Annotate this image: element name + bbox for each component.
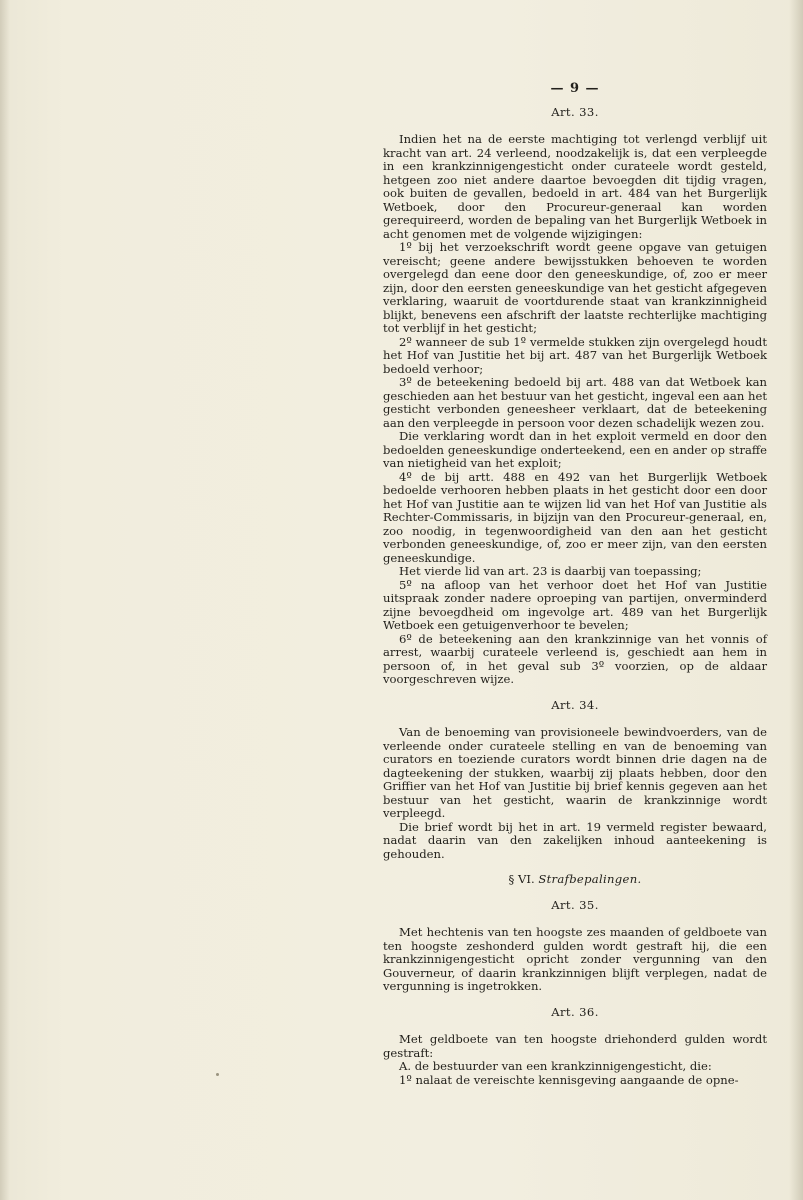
paragraph: Met geldboete van ten hoogste driehonderd gulden wordt gestraft: bbox=[383, 1032, 767, 1060]
paragraph: 6º de beteekening aan den krankzinnige van het vonnis of arrest, waarbij curateele verleend is, geschiedt aan hem in persoon of, in het geval sub 3º voorzien, op de aldaar voorgeschreven wijze. bbox=[383, 631, 767, 686]
paragraph: 4º de bij artt. 488 en 492 van het Burgerlijk Wetboek bedoelde verhooren hebben plaats in het gesticht door een door het Hof van Justitie aan te wijzen lid van het Hof van Justitie als Rechter-Commissaris, in bijzijn van den Procureur-generaal, en, zoo noodig, in tegenwoordigheid van den aan het gesticht verbonden geneeskundige, of, zoo er meer zijn, van den eersten geneeskundige. bbox=[383, 469, 767, 565]
paragraph: Die brief wordt bij het in art. 19 vermeld register bewaard, nadat daarin van den zakelijken inhoud aanteekening is gehouden. bbox=[383, 819, 767, 861]
text-column bbox=[383, 82, 767, 1087]
page-number: — 9 — bbox=[550, 81, 600, 96]
section-heading bbox=[383, 873, 767, 887]
section-title: Strafbepalingen. bbox=[538, 872, 642, 886]
paragraph: Die verklaring wordt dan in het exploit vermeld en door den bedoelden geneeskundige onderteekend, een en ander op straffe van nietigheid van het exploit; bbox=[383, 429, 767, 470]
paragraph: 1º bij het verzoekschrift wordt geene opgave van getuigen vereischt; geene andere bewijsstukken behoeven te worden overgelegd dan eene door den geneeskundige, of, zoo er meer zijn, door den eersten geneeskundige van het gesticht afgegeven verklaring, waaruit de voortdurende staat van krankzinnigheid blijkt, benevens een afschrift der laatste rechterlijke machtiging tot verblijf in het gesticht; bbox=[383, 240, 767, 335]
page-edge-shadow-right bbox=[789, 0, 803, 1200]
paragraph: A. de bestuurder van een krankzinnigengesticht, die: bbox=[399, 1059, 712, 1073]
paragraph: 2º wanneer de sub 1º vermelde stukken zijn overgelegd houdt het Hof van Justitie het bij art. 487 van het Burgerlijk Wetboek bedoeld verhoor; bbox=[383, 334, 767, 376]
paragraph: Met hechtenis van ten hoogste zes maanden of geldboete van ten hoogste zeshonderd gulden wordt gestraft hij, die een krankzinnigengesticht opricht zonder vergunning van den Gouverneur, of daarin krankzinnigen blijft verplegen, nadat de vergunning is ingetrokken. bbox=[383, 925, 767, 993]
paragraph: Van de benoeming van provisioneele bewindvoerders, van de verleende onder curateele stelling en van de benoeming van curators en toeziende curators wordt binnen drie dagen na de dagteekening der stukken, waarbij zij plaats hebben, door den Griffier van het Hof van Justitie bij brief kennis gegeven aan het bestuur van het gesticht, waarin de krankzinnige wordt verpleegd. bbox=[383, 725, 767, 820]
paragraph: 5º na afloop van het verhoor doet het Hof van Justitie uitspraak zonder nadere oproeping van partijen, onverminderd zijne bevoegdheid om ingevolge art. 489 van het Burgerlijk Wetboek een getuigenverhoor te bevelen; bbox=[383, 577, 767, 632]
article-heading: Art. 36. bbox=[551, 1004, 599, 1019]
paragraph: Het vierde lid van art. 23 is daarbij van toepassing; bbox=[399, 564, 702, 578]
section-number: § VI. bbox=[508, 872, 535, 886]
paragraph: 1º nalaat de vereischte kennisgeving aangaande de opne- bbox=[399, 1072, 739, 1087]
paper-speck bbox=[216, 1073, 219, 1076]
article-heading: Art. 34. bbox=[551, 697, 599, 712]
paragraph: 3º de beteekening bedoeld bij art. 488 van dat Wetboek kan geschieden aan het bestuur van het gesticht, ingeval een aan het gesticht verbonden geneesheer verklaart, dat de beteekening aan den verpleegde in persoon voor dezen schadelijk wezen zou. bbox=[383, 375, 767, 430]
article-heading: Art. 35. bbox=[551, 897, 599, 912]
paragraph: Indien het na de eerste machtiging tot verlengd verblijf uit kracht van art. 24 verleend, noodzakelijk is, dat een verpleegde in een krankzinnigengesticht onder curateele wordt gesteld, hetgeen zoo niet andere daartoe bevoegden dit tijdig vragen, ook buiten de gevallen, bedoeld in art. 484 van het Burgerlijk Wetboek, door den Procureur-generaal kan worden gerequireerd, worden de bepaling van het Burgerlijk Wetboek in acht genomen met de volgende wijzigingen: bbox=[383, 132, 767, 241]
page-edge-shadow-left bbox=[0, 0, 10, 1200]
article-heading: Art. 33. bbox=[551, 104, 599, 119]
